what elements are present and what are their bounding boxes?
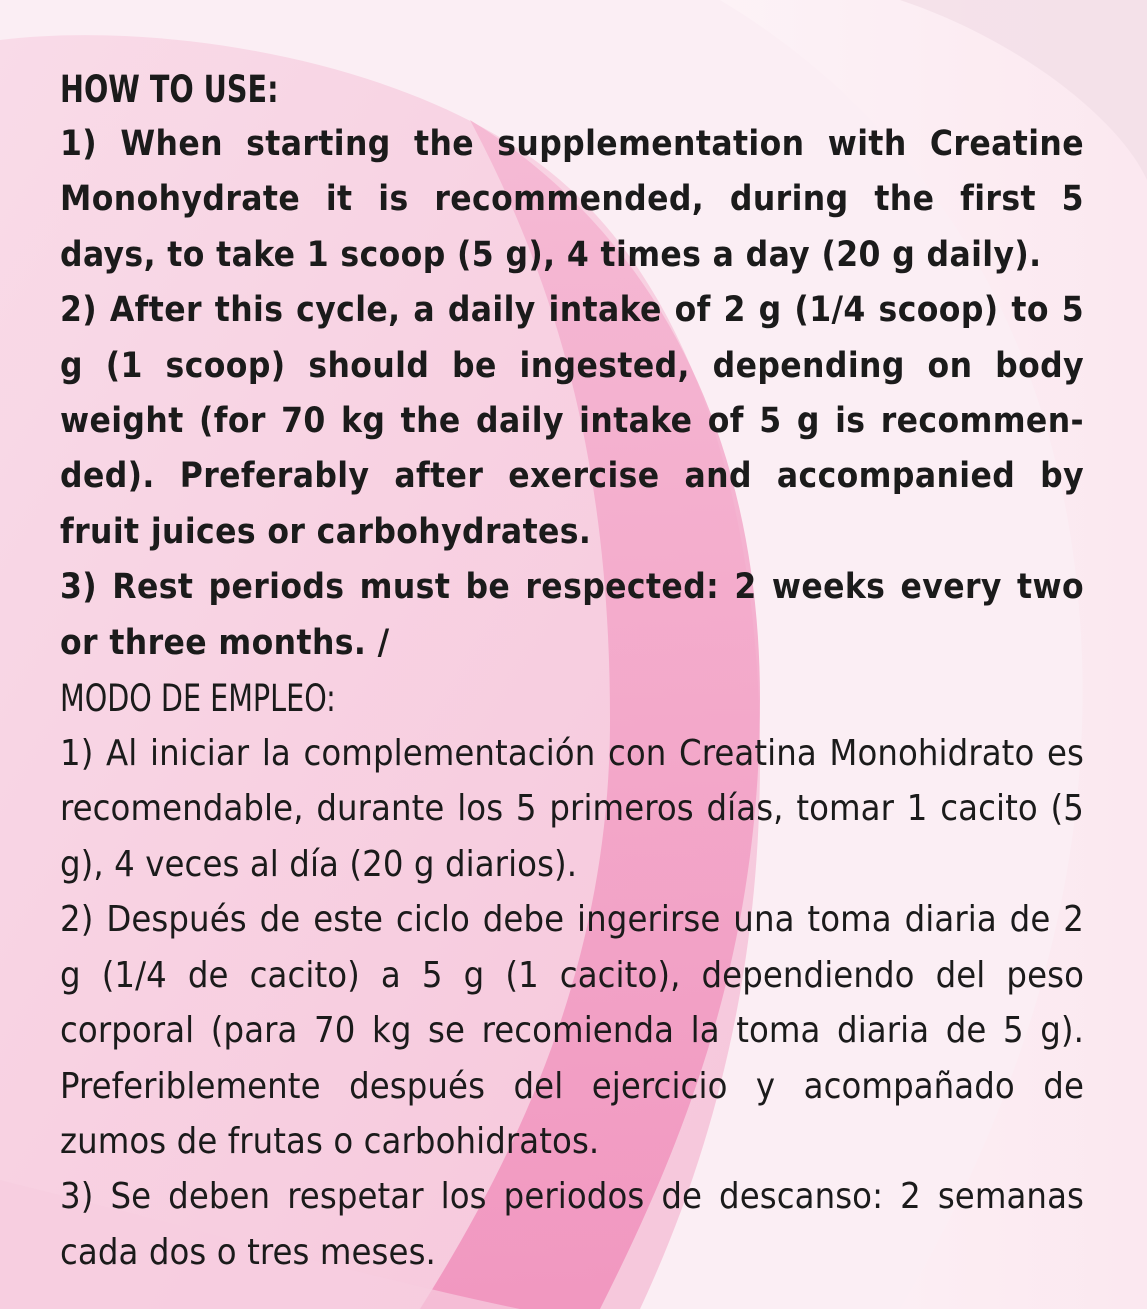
english-section: [60, 62, 1084, 671]
english-step-1: 1) When starting the supplementation with Creatine Monohydrate it is recommended, during the first 5 days, to take 1 scoop (5 g), 4 times a day (20 g daily).: [60, 124, 1084, 275]
english-heading: HOW TO USE:: [60, 68, 279, 111]
spanish-step-2: 2) Después de este ciclo debe ingerirse una toma diaria de 2 g (1/4 de cacito) a 5 g (1 cacito), dependiendo del peso corporal (para 70 kg se recomienda la toma diaria de 5 g). Preferiblemente después del ejercicio y acompañado de zumos de frutas o carbohidratos.: [60, 899, 1084, 1162]
spanish-heading: MODO DE EMPLEO:: [60, 677, 336, 721]
spanish-step-3: 3) Se deben respetar los periodos de descanso: 2 semanas cada dos o tres meses.: [60, 1176, 1084, 1273]
spanish-step-1: 1) Al iniciar la complementación con Creatina Monohidrato es recomendable, durante los 5 primeros días, tomar 1 cacito (5 g), 4 veces al día (20 g diarios).: [60, 733, 1084, 885]
spanish-section: [60, 671, 1084, 1280]
usage-instructions: [60, 62, 1084, 1280]
english-step-3: 3) Rest periods must be respected: 2 weeks every two or three months. /: [60, 567, 1084, 663]
english-step-2: 2) After this cycle, a daily intake of 2 g (1/4 scoop) to 5 g (1 scoop) should be ingested, depending on body weight (for 70 kg the daily intake of 5 g is recommen-ded). Preferably after exercise and accompanied by fruit juices or carbohydrates.: [60, 290, 1084, 552]
